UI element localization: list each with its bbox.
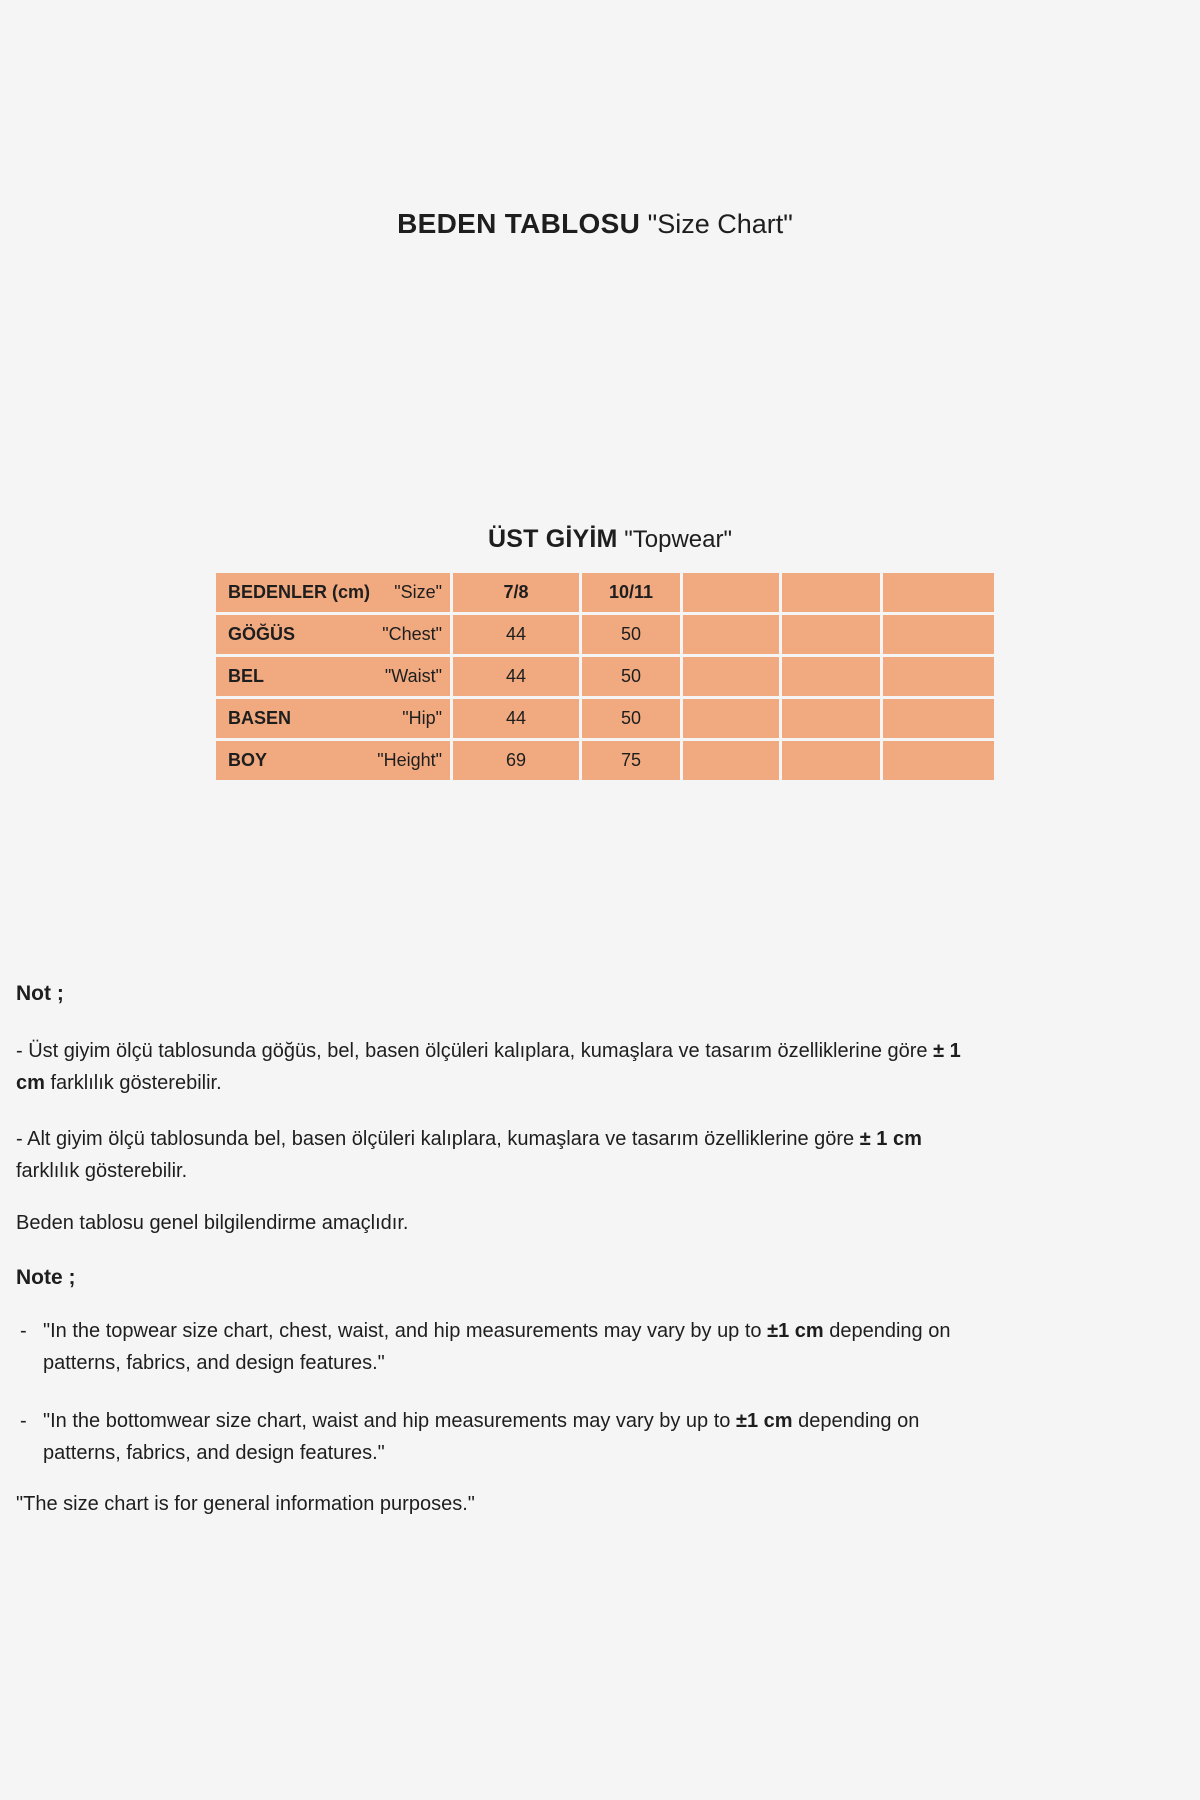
empty-cell <box>782 573 880 612</box>
table-header-row <box>216 573 994 612</box>
en-note-1-line-1: "In the topwear size chart, chest, waist, and hip measurements may vary by up to ±1 cm depending on <box>43 1320 951 1342</box>
empty-cell <box>883 741 994 780</box>
table-row-hip <box>216 699 994 738</box>
row-label-en: "Height" <box>377 750 442 770</box>
header-label-tr: BEDENLER (cm) <box>228 582 371 602</box>
value-cell: 69 <box>453 741 579 780</box>
empty-cell <box>782 657 880 696</box>
row-label-cell <box>216 657 450 696</box>
note-heading: Note ; <box>16 1266 76 1289</box>
bullet-dash: - <box>20 1410 27 1432</box>
en-note-1-line-2: patterns, fabrics, and design features." <box>43 1352 385 1374</box>
empty-cell <box>683 573 779 612</box>
tr-note-general: Beden tablosu genel bilgilendirme amaçlıdır. <box>16 1212 409 1234</box>
row-label-tr: BASEN <box>228 708 292 728</box>
page-title-regular: "Size Chart" <box>640 209 793 239</box>
size-table <box>213 570 997 783</box>
empty-cell <box>683 657 779 696</box>
row-label-cell <box>216 615 450 654</box>
value-cell: 44 <box>453 615 579 654</box>
header-size1-cell: 7/8 <box>453 573 579 612</box>
row-label-tr: BOY <box>228 750 268 770</box>
tr-note-2-line-2: farklılık gösterebilir. <box>16 1160 188 1182</box>
empty-cell <box>883 657 994 696</box>
final-note: "The size chart is for general information purposes." <box>16 1493 475 1515</box>
section-heading-regular: "Topwear" <box>617 526 732 553</box>
header-label-en: "Size" <box>394 582 442 602</box>
row-label-cell <box>216 741 450 780</box>
empty-cell <box>683 741 779 780</box>
section-heading-bold: ÜST GİYİM <box>487 525 618 553</box>
row-label-tr: GÖĞÜS <box>228 624 296 644</box>
topwear-section-heading <box>0 525 1200 554</box>
value-cell: 44 <box>453 699 579 738</box>
tr-note-1-line-1: - Üst giyim ölçü tablosunda göğüs, bel, basen ölçüleri kalıplara, kumaşlara ve tasarım özelliklerine göre ± 1 <box>16 1040 961 1062</box>
row-label-en: "Hip" <box>402 708 442 728</box>
empty-cell <box>782 615 880 654</box>
value-cell: 50 <box>582 615 680 654</box>
en-note-2-line-1: "In the bottomwear size chart, waist and hip measurements may vary by up to ±1 cm depending on <box>43 1410 920 1432</box>
value-cell: 75 <box>582 741 680 780</box>
row-label-cell <box>216 699 450 738</box>
tr-note-1-line-2: cm farklılık gösterebilir. <box>16 1072 222 1094</box>
value-cell: 50 <box>582 657 680 696</box>
row-label-tr: BEL <box>228 666 264 686</box>
empty-cell <box>683 615 779 654</box>
page-title-bold: BEDEN TABLOSU <box>397 208 641 239</box>
empty-cell <box>782 699 880 738</box>
table-row-waist <box>216 657 994 696</box>
empty-cell <box>883 573 994 612</box>
empty-cell <box>683 699 779 738</box>
en-note-2-line-2: patterns, fabrics, and design features." <box>43 1442 385 1464</box>
value-cell: 44 <box>453 657 579 696</box>
table-row-height <box>216 741 994 780</box>
value-cell: 50 <box>582 699 680 738</box>
table-row-chest <box>216 615 994 654</box>
not-heading: Not ; <box>16 982 64 1005</box>
page-title <box>0 208 1190 240</box>
bullet-dash: - <box>20 1320 27 1342</box>
header-size2-cell: 10/11 <box>582 573 680 612</box>
empty-cell <box>883 699 994 738</box>
tr-note-2-line-1: - Alt giyim ölçü tablosunda bel, basen ölçüleri kalıplara, kumaşlara ve tasarım özelliklerine göre ± 1 cm <box>16 1128 922 1150</box>
empty-cell <box>782 741 880 780</box>
header-label-cell <box>216 573 450 612</box>
empty-cell <box>883 615 994 654</box>
row-label-en: "Waist" <box>384 666 442 686</box>
row-label-en: "Chest" <box>382 624 442 644</box>
